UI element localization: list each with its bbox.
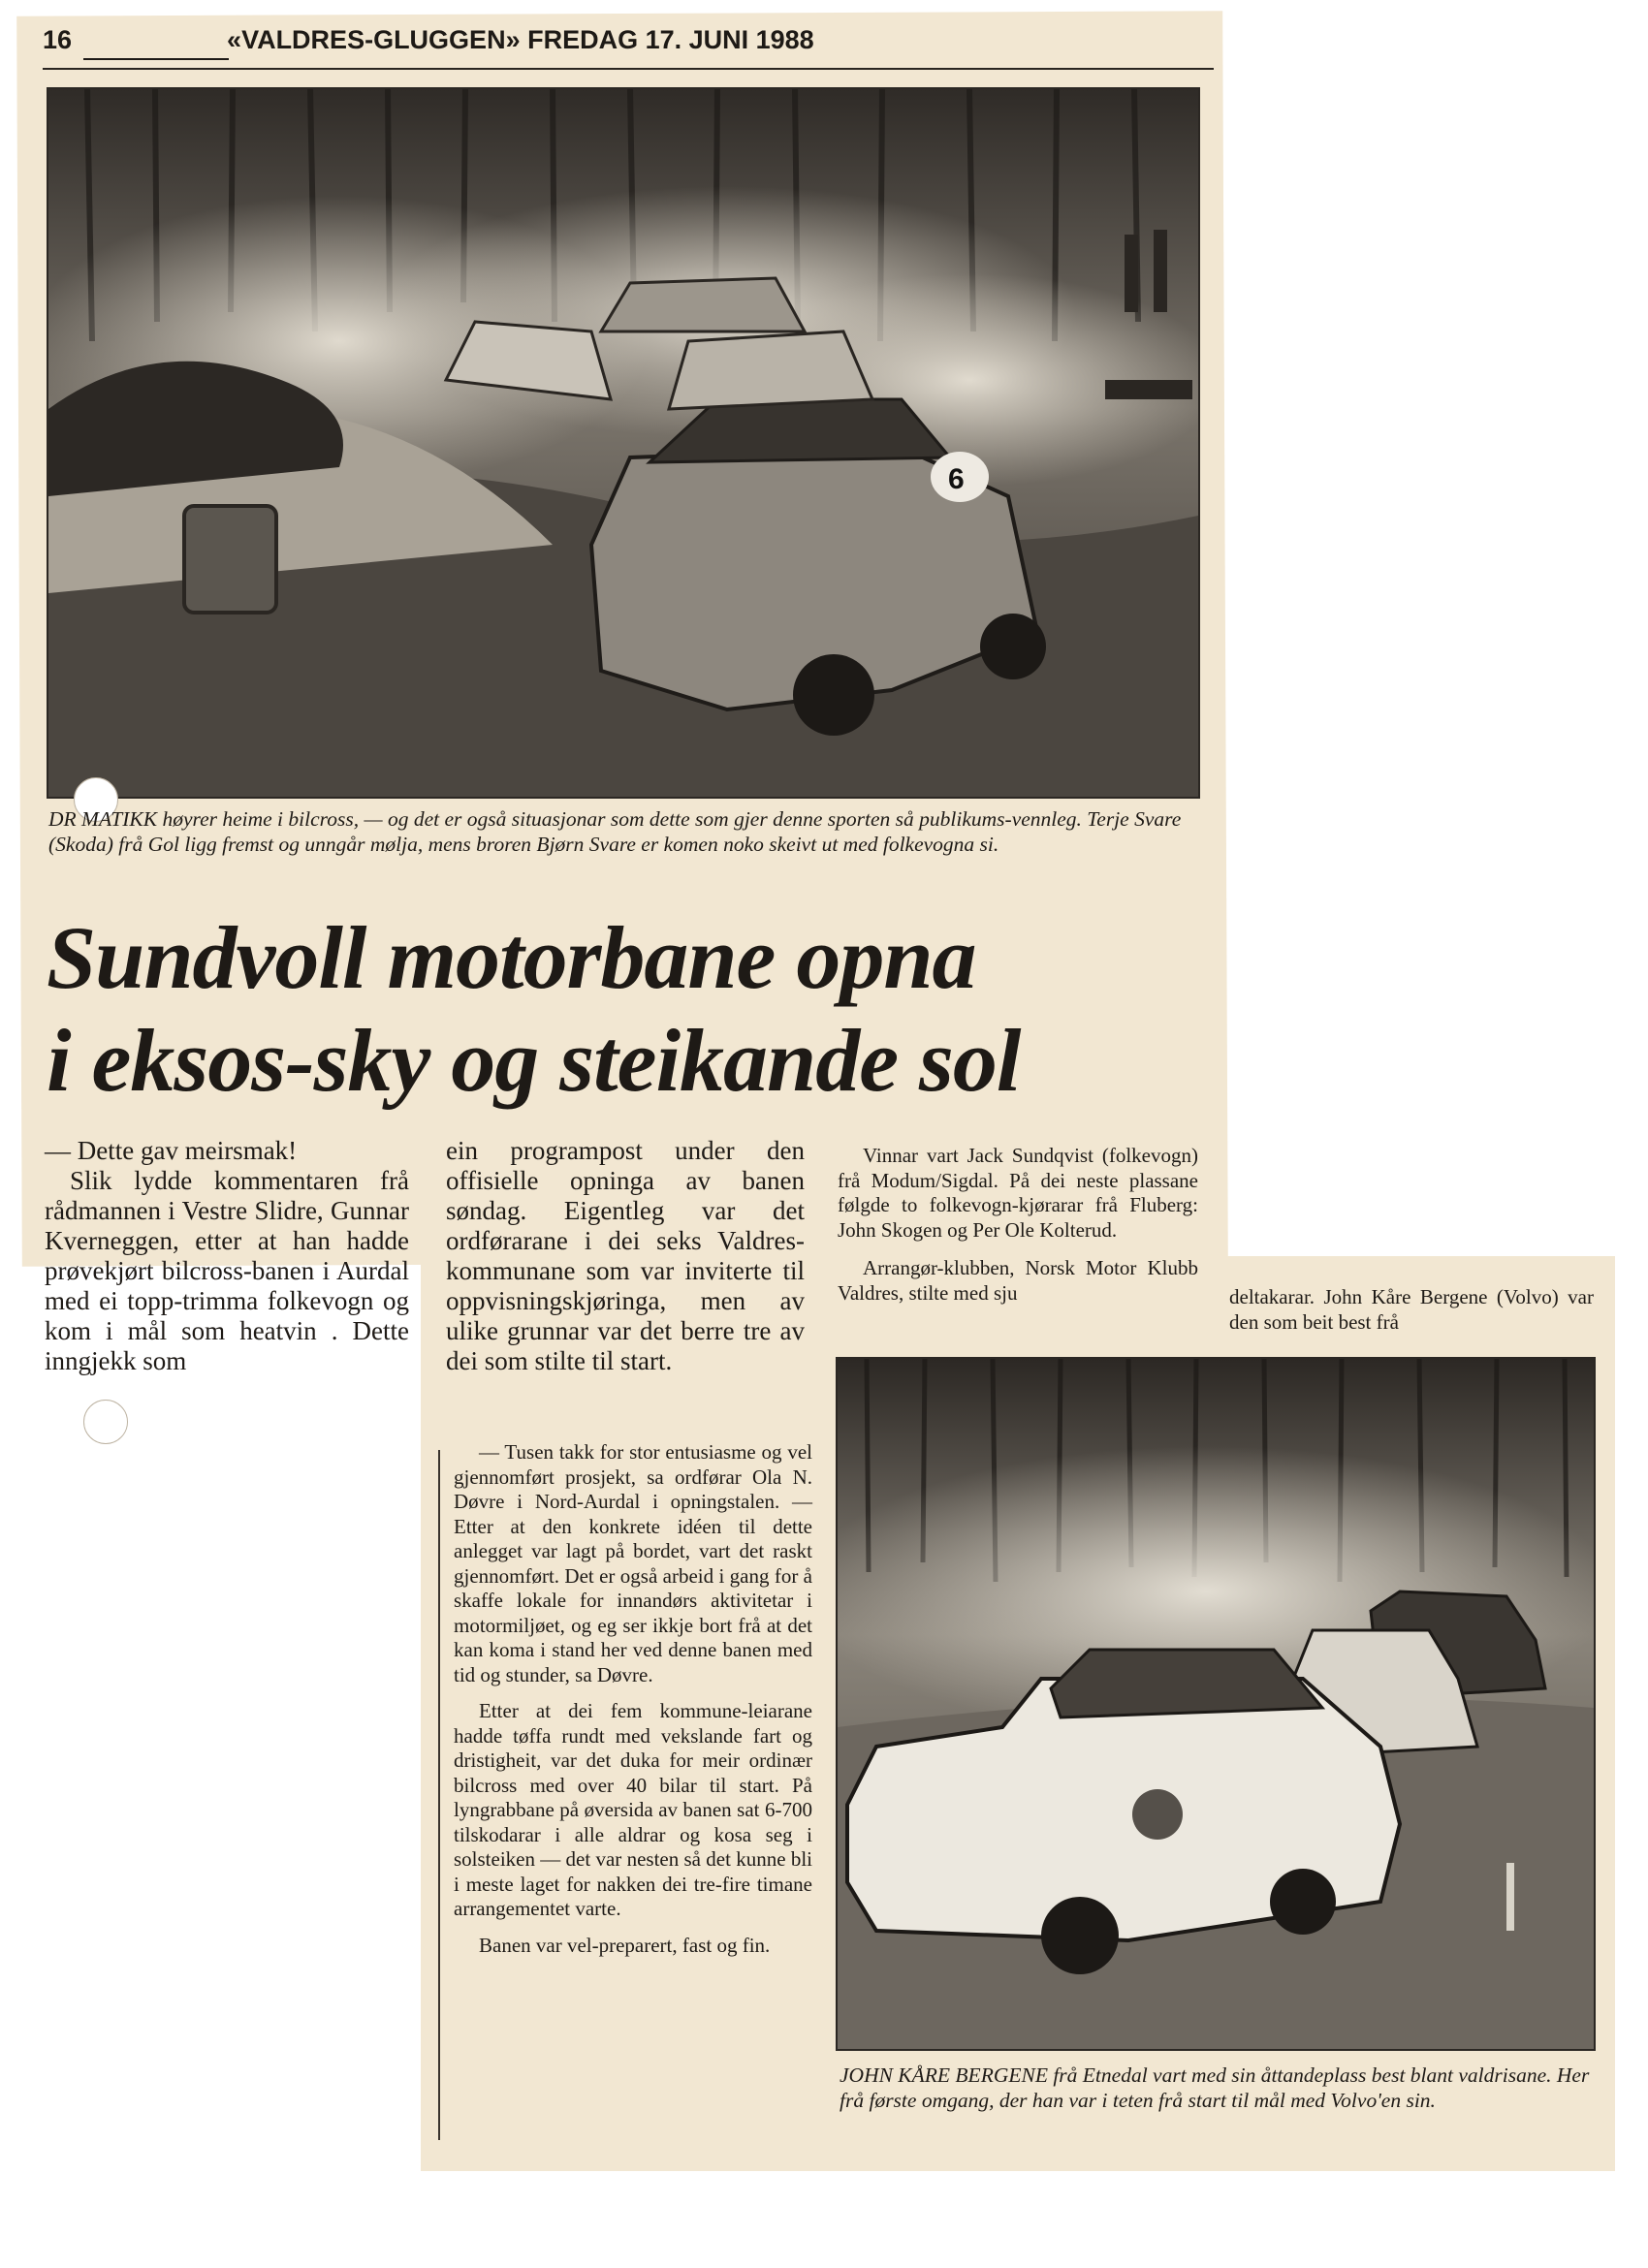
article-column-4 <box>1229 1285 1594 1335</box>
masthead-rule <box>83 58 229 60</box>
article-col3-para-1: Vinnar vart Jack Sundqvist (folkevogn) frå Modum/Sigdal. På dei neste plassane følgde to folkevogn-kjørarar frå Fluberg: John Skogen og Per Ole Kolterud. <box>838 1144 1198 1242</box>
article-column-2 <box>446 1136 805 1376</box>
article-column-3 <box>838 1144 1198 1306</box>
article-col2-text: ein programpost under den offisielle opninga av banen søndag. Eigentleg var det ordførarane i dei seks Valdres-kommunane som var inviterte til oppvisningskjøringa, men av ulike grunnar var det berre tre av dei som stilte til start. <box>446 1136 805 1375</box>
volvo-race-image <box>838 1359 1594 2049</box>
bottom-photo-caption: JOHN KÅRE BERGENE frå Etnedal vart med sin åttandeplass best blant valdrisane. Her frå første omgang, der han var i teten frå start til mål med Volvo'en sin. <box>840 2063 1590 2112</box>
article-lower-para-3: Banen var vel-preparert, fast og fin. <box>479 1933 771 1957</box>
headline-line-1: Sundvoll motorbane opna <box>47 908 976 1007</box>
bottom-rally-photo <box>836 1357 1596 2051</box>
top-rally-photo <box>47 87 1200 799</box>
column-divider <box>438 1450 440 2140</box>
car-number: 6 <box>948 463 965 495</box>
top-photo-caption: DR MATIKK høyrer heime i bilcross, — og det er også situasjonar som dette som gjer denne sporten så publikums-vennleg. Terje Svare (Skoda) frå Gol ligg fremst og unngår mølja, mens broren Bjørn Svare er komen noko skeivt ut med folkevogna si. <box>48 807 1182 856</box>
page-masthead <box>43 25 814 55</box>
article-lower-para-2: Etter at dei fem kommune-leiarane hadde tøffa rundt med vekslande fart og dristigheit, var det duka for meir ordinær bilcross med over 40 bilar til start. På lyngrabbane på øversida av banen sat 6-700 tilskodarar i alle aldrar og kosa seg i solsteiken — det var nesten så det kunne bli i meste laget for nakken dei tre-fire timane arrangementet varte. <box>454 1699 812 1920</box>
article-col3-para-2: Arrangør-klubben, Norsk Motor Klubb Valdres, stilte med sju <box>838 1256 1198 1305</box>
article-col4-text: deltakarar. John Kåre Bergene (Volvo) var den som beit best frå <box>1229 1285 1594 1334</box>
punch-hole-bottom <box>83 1400 128 1444</box>
page-number: 16 <box>43 25 73 54</box>
page-top-rule <box>43 68 1214 70</box>
article-col1-para-1: — Dette gav meirsmak! <box>45 1136 298 1165</box>
newspaper-title: «VALDRES-GLUGGEN» FREDAG 17. JUNI 1988 <box>227 25 814 54</box>
headline-line-2: i eksos-sky og steikande sol <box>47 1011 1021 1110</box>
rally-cars-image <box>48 89 1198 797</box>
article-lower-para-1: — Tusen takk for stor entusiasme og vel gjennomført prosjekt, sa ordførar Ola N. Døvre i Nord-Aurdal i opningstalen. — Etter at den konkrete idéen til dette anlegget var lagt på bordet, vart det raskt gjennomført. Det er også arbeid i gang for å skaffe lokale for innandørs aktivitetar i motormiljøet, og eg ser ikkje bort frå at det kan koma i stand her ved denne banen med tid og stunder, sa Døvre. <box>454 1440 812 1686</box>
article-col1-para-2: Slik lydde kommentaren frå rådmannen i Vestre Slidre, Gunnar Kverneggen, etter at han hadde prøvekjørt bilcross-banen i Aurdal med ei topp-trimma folkevogn og kom i mål som heatvin . Dette inngjekk som <box>45 1166 409 1375</box>
article-column-1 <box>45 1136 409 1376</box>
article-column-lower <box>454 1440 812 1958</box>
